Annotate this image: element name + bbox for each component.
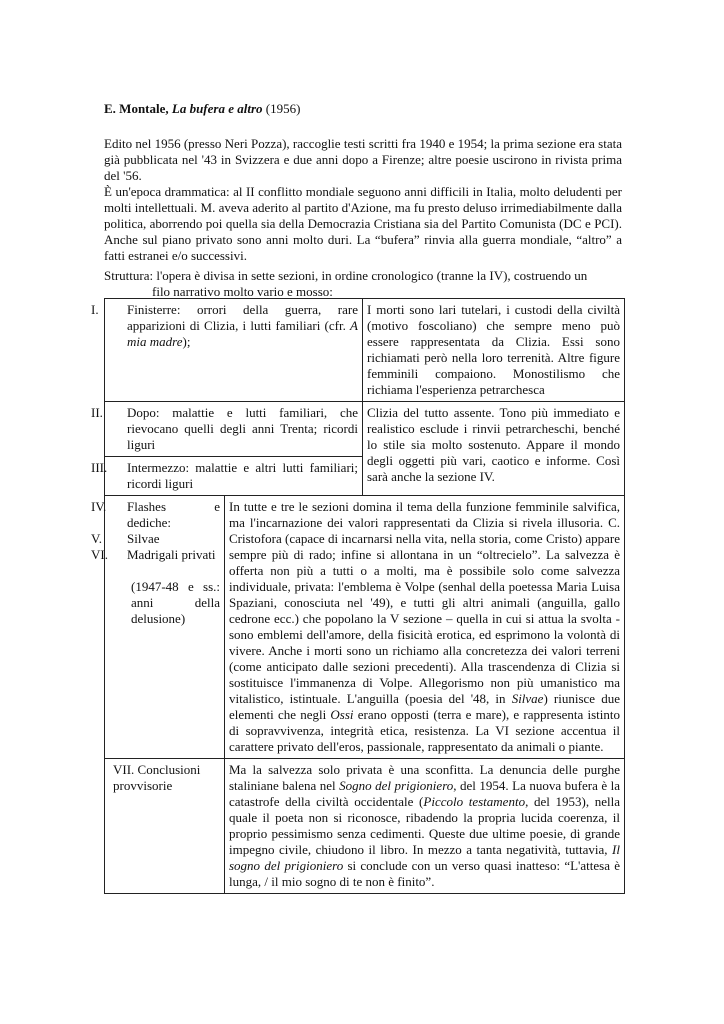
section-1-cell xyxy=(91,299,363,402)
table-row-section-2 xyxy=(105,402,625,457)
section-1-comment: I morti sono lari tutelari, i custodi della civiltà (motivo foscoliano) che sempre meno può essere rappresentata da Clizia. Essi sono richiamati però nella loro terrenità. Altre figure femminili compaiono. Monostilismo che richiama l'esperienza petrarchesca xyxy=(363,299,625,402)
table-row-sections-4-6 xyxy=(105,496,625,759)
page-title xyxy=(104,101,624,117)
section-3-text: Intermezzo: malattie e altri lutti familiari; ricordi liguri xyxy=(127,460,358,491)
sections-4-6-cell xyxy=(91,496,225,759)
section-2-cell xyxy=(91,402,363,457)
intro-paragraph: Edito nel 1956 (presso Neri Pozza), raccoglie testi scritti fra 1940 e 1954; la prima sezione era stata già pubblicata nel '43 in Svizzera e due anni dopo a Firenze; altre poesie uscirono in rivista prima del '56. xyxy=(104,136,622,183)
section-3-number: III. xyxy=(91,460,108,475)
section-5-text: Silvae xyxy=(127,531,160,546)
table-row-section-1 xyxy=(105,299,625,402)
section-1-text: Finisterre: orrori della guerra, rare apparizioni di Clizia, i lutti familiari (cfr. xyxy=(127,302,358,333)
title-year: (1956) xyxy=(262,101,301,116)
section-6-text: Madrigali privati xyxy=(127,547,216,562)
section-5-number: V. xyxy=(91,531,102,546)
silvae-italic: Silvae xyxy=(511,691,544,706)
section-1-italic: A mia madre xyxy=(127,318,358,349)
sections-4-6-comment: In tutte e tre le sezioni domina il tema della funzione femminile salvifica, ma l'incarnazione dei valori rappresentati da Clizia si rivela illusoria. C. Cristofora (capace di incarnarsi nella vita, nella storia, come Cristo) appare sempre più di rado; infine si allontana in un “oltrecielo”. La salvezza è offerta non più a tutti o a molti, ma è possibile solo come salvezza individuale, privata: l'emblema è Volpe (senhal della poetessa Maria Luisa Spaziani, conosciuta nel '49), e tutti gli altri animali (anguilla, gallo cedrone ecc.) che popolano la V sezione – quella in cui si attua la svolta - sono emblemi dell'amore, della fisicità erotica, ed esprimono la volontà di vivere. Anche i morti sono un richiamo alla concretezza dei valori terreni (come anticipato dalle sezioni precedenti). Alla trascendenza di Clizia si sostituisce l'immanenza di Volpe. Allegorismo non più umanistico ma vitalistico, istintuale. L'anguilla (poesia del '48, in Silvae) riunisce due elementi che negli Ossi erano opposti (terra e mare), e rappresenta istinto di sopravvivenza, integrità etica, resistenza. La VI sezione accentua il carattere privato dell'eros, passionale, rappresentato da animali o piante. xyxy=(225,496,625,759)
sections-4-6-note: (1947-48 e ss.: anni della delusione) xyxy=(131,579,220,626)
ossi-italic: Ossi xyxy=(330,707,354,722)
structure-line-2: filo narrativo molto vario e mosso: xyxy=(152,284,333,299)
title-work: La bufera e altro xyxy=(171,101,263,116)
section-7-comment: Ma la salvezza solo privata è una sconfitta. La denuncia delle purghe staliniane balena nel Sogno del prigioniero, del 1954. La nuova bufera è la catastrofe della civiltà occidentale (Piccolo testamento, del 1953), nella quale il poeta non si riconosce, ribadendo la propria lucida coerenza, il proprio pessimismo senza cedimenti. Queste due ultime poesie, di grande impegno civile, chiudono il libro. In mezzo a tanta negatività, tuttavia, Il sogno del prigioniero si conclude con un verso quasi inatteso: “L'attesa è lunga, / il mio sogno di te non è finito”. xyxy=(225,759,625,894)
section-2-number: II. xyxy=(91,405,103,420)
sections-table xyxy=(91,298,625,894)
structure-line-1: Struttura: l'opera è divisa in sette sezioni, in ordine cronologico (tranne la IV), costruendo un xyxy=(104,268,588,283)
structure-intro xyxy=(104,268,624,300)
section-4-text: Flashes e dediche: xyxy=(127,499,220,530)
title-author: E. Montale, xyxy=(104,101,172,116)
section-7-cell xyxy=(105,759,225,894)
section-3-cell xyxy=(91,457,363,496)
section-2-3-comment: Clizia del tutto assente. Tono più immediato e realistico esclude i rinvii petrarcheschi, benché lo stile sia molto sostenuto. Appare il mondo degli oggetti più vari, caotico e informe. Così sarà anche la sezione IV. xyxy=(363,402,625,496)
section-2-text: Dopo: malattie e lutti familiari, che rievocano quelli degli anni Trenta; ricordi liguri xyxy=(127,405,358,452)
section-1-number: I. xyxy=(91,302,99,317)
section-1-tail: ); xyxy=(182,334,191,349)
table-row-section-7 xyxy=(105,759,625,894)
section-6-number: VI. xyxy=(91,547,108,562)
section-4-number: IV. xyxy=(91,499,107,514)
section-7-number: VII. xyxy=(113,762,135,777)
context-paragraph: È un'epoca drammatica: al II conflitto mondiale seguono anni difficili in Italia, molto deludenti per molti intellettuali. M. aveva aderito al partito d'Azione, ma fu presto deluso irrimediabilmente dalla politica, aborrendo poi quella sia della Democrazia Cristiana sia del Partito Comunista (DC e PCI). Anche sul piano privato sono anni molto duri. La “bufera” rinvia alla guerra mondiale, “altro” a fatti estranei e/o successivi. xyxy=(104,184,622,263)
section-7-text: Conclusioni provvisorie xyxy=(113,762,201,793)
